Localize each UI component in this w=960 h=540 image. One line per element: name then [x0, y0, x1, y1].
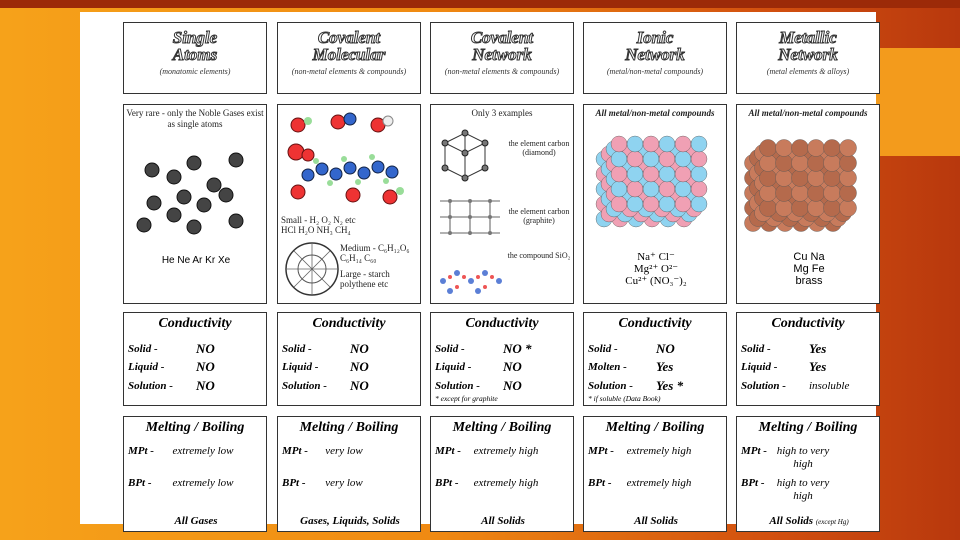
header-single-atoms: [123, 22, 267, 94]
state-summary: Gases, Liquids, Solids: [300, 515, 400, 527]
header-metallic-network: [736, 22, 880, 94]
large-molecules-label: Large - starch polythene etc: [340, 269, 390, 289]
lattice-particle: [840, 200, 857, 217]
lattice-particle: [792, 200, 809, 217]
bpt-label: BPt -: [588, 477, 612, 489]
liquid-value: Yes: [809, 359, 827, 374]
lattice-particle: [824, 155, 841, 172]
lattice-particle: [691, 196, 707, 212]
small-molecules-label: Small - H₂ O₂ N₂ etc HCl H₂O NH₃ CH₄: [281, 215, 356, 235]
bonding-chart-sheet: [80, 12, 876, 527]
header-title: Single Atoms: [172, 28, 218, 64]
bpt-value: extremely low: [172, 477, 234, 489]
solution-label: Solution -: [435, 380, 480, 392]
lattice-particle: [776, 170, 793, 187]
lattice-particle: [691, 166, 707, 182]
lattice-particle: [643, 166, 659, 182]
conductivity-single-atoms: [123, 312, 267, 406]
lattice-particle: [760, 185, 777, 202]
header-subtitle: (non-metal elements & compounds): [444, 67, 560, 76]
silica-structure-illustration: [435, 251, 505, 299]
lattice-particle: [760, 140, 777, 157]
silica-label: the compound SiO₂: [507, 251, 571, 260]
melting-title: Melting / Boiling: [452, 420, 552, 435]
lattice-particle: [792, 140, 809, 157]
noble-gas-formulas: He Ne Ar Kr Xe: [161, 255, 231, 266]
lattice-particle: [643, 181, 659, 197]
lattice-particle: [643, 196, 659, 212]
description-text: All metal/non-metal compounds: [595, 108, 715, 118]
header-covalent-molecular: [277, 22, 421, 94]
solution-value: NO: [503, 378, 522, 393]
lattice-particle: [840, 170, 857, 187]
solution-value: NO: [350, 378, 369, 393]
conductivity-covalent-molecular: [277, 312, 421, 406]
lattice-particle: [675, 151, 691, 167]
solid-label: Solid -: [588, 343, 618, 355]
picture-ionic-network: [583, 104, 727, 304]
lattice-particle: [659, 136, 675, 152]
state-summary: All Solids: [634, 515, 678, 527]
lattice-particle: [659, 166, 675, 182]
mpt-label: MPt -: [282, 445, 308, 457]
header-subtitle: (metal elements & alloys): [766, 67, 850, 76]
melting-title: Melting / Boiling: [145, 420, 245, 435]
solid-value: NO: [196, 341, 215, 356]
liquid-label: Liquid -: [741, 361, 778, 373]
lattice-particle: [611, 196, 627, 212]
molten-value: Yes: [656, 359, 674, 374]
header-title: Covalent Molecular: [312, 28, 386, 64]
solid-label: Solid -: [282, 343, 312, 355]
mpt-label: MPt -: [741, 445, 767, 457]
lattice-particle: [611, 151, 627, 167]
lattice-particle: [691, 136, 707, 152]
conductivity-title: Conductivity: [158, 316, 232, 331]
noble-gas-atoms-illustration: [124, 145, 264, 265]
liquid-label: Liquid -: [435, 361, 472, 373]
melting-single-atoms: [123, 416, 267, 532]
bpt-label: BPt -: [435, 477, 459, 489]
header-title: Metallic Network: [778, 28, 838, 64]
bpt-label: BPt -: [282, 477, 306, 489]
lattice-particle: [691, 151, 707, 167]
lattice-particle: [808, 140, 825, 157]
solid-value: NO: [656, 341, 675, 356]
liquid-label: Liquid -: [282, 361, 319, 373]
lattice-particle: [760, 155, 777, 172]
lattice-particle: [611, 181, 627, 197]
solid-value: NO: [350, 341, 369, 356]
solid-value: NO *: [503, 341, 532, 356]
mpt-label: MPt -: [588, 445, 614, 457]
solution-label: Solution -: [282, 380, 327, 392]
medium-molecules-label: Medium - C₆H₁₂O₆ C₆H₁₄ C₆₀: [340, 243, 410, 263]
header-subtitle: (non-metal elements & compounds): [291, 67, 407, 76]
solid-label: Solid -: [435, 343, 465, 355]
conductivity-title: Conductivity: [312, 316, 386, 331]
mpt-value: extremely high: [626, 445, 692, 457]
lattice-particle: [792, 170, 809, 187]
lattice-particle: [776, 200, 793, 217]
bpt-value: extremely high: [626, 477, 692, 489]
solid-label: Solid -: [128, 343, 158, 355]
melting-title: Melting / Boiling: [299, 420, 399, 435]
conductivity-title: Conductivity: [618, 316, 692, 331]
lattice-particle: [659, 196, 675, 212]
description-text: Very rare - only the Noble Gases exist as single atoms: [126, 108, 264, 129]
top-accent-bar: [0, 0, 960, 8]
small-molecules-illustration: [278, 107, 418, 217]
header-title: Ionic Network: [625, 28, 685, 64]
lattice-particle: [691, 181, 707, 197]
lattice-particle: [776, 155, 793, 172]
lattice-particle: [840, 185, 857, 202]
lattice-particle: [760, 200, 777, 217]
lattice-particle: [611, 166, 627, 182]
melting-title: Melting / Boiling: [758, 420, 858, 435]
bpt-value: very low: [325, 477, 363, 489]
header-subtitle: (monatomic elements): [159, 67, 231, 76]
header-covalent-network: [430, 22, 574, 94]
lattice-particle: [824, 200, 841, 217]
liquid-value: NO: [350, 359, 369, 374]
lattice-particle: [792, 185, 809, 202]
solution-label: Solution -: [741, 380, 786, 392]
conductivity-title: Conductivity: [771, 316, 845, 331]
conductivity-metallic-network: [736, 312, 880, 406]
solution-value: NO: [196, 378, 215, 393]
lattice-particle: [792, 155, 809, 172]
solution-label: Solution -: [128, 380, 173, 392]
lattice-particle: [840, 140, 857, 157]
molten-label: Molten -: [588, 361, 627, 373]
state-summary: All Solids: [481, 515, 525, 527]
state-summary: All Gases: [174, 515, 218, 527]
graphite-structure-illustration: [435, 193, 505, 243]
liquid-label: Liquid -: [128, 361, 165, 373]
lattice-particle: [659, 151, 675, 167]
buckyball-illustration: [282, 239, 342, 299]
melting-covalent-network: [430, 416, 574, 532]
liquid-value: NO: [196, 359, 215, 374]
state-summary: All Solids (except Hg): [769, 515, 849, 527]
conductivity-ionic-network: [583, 312, 727, 406]
header-ionic-network: [583, 22, 727, 94]
melting-title: Melting / Boiling: [605, 420, 705, 435]
lattice-particle: [824, 185, 841, 202]
lattice-particle: [808, 185, 825, 202]
solution-label: Solution -: [588, 380, 633, 392]
lattice-particle: [611, 136, 627, 152]
lattice-particle: [824, 170, 841, 187]
description-text: Only 3 examples: [471, 108, 533, 118]
conductivity-title: Conductivity: [465, 316, 539, 331]
lattice-particle: [824, 140, 841, 157]
lattice-particle: [840, 155, 857, 172]
lattice-particle: [675, 196, 691, 212]
description-text: All metal/non-metal compounds: [748, 108, 868, 118]
conductivity-footnote: * except for graphite: [435, 394, 498, 403]
lattice-particle: [808, 155, 825, 172]
diamond-structure-illustration: [435, 123, 505, 185]
lattice-particle: [675, 181, 691, 197]
lattice-particle: [643, 151, 659, 167]
lattice-particle: [776, 140, 793, 157]
conductivity-covalent-network: [430, 312, 574, 406]
conductivity-footnote: * if soluble (Data Book): [588, 394, 661, 403]
melting-covalent-molecular: [277, 416, 421, 532]
header-title: Covalent Network: [470, 28, 534, 64]
solid-label: Solid -: [741, 343, 771, 355]
lattice-particle: [627, 181, 643, 197]
bpt-value: high to very high: [776, 477, 830, 502]
lattice-particle: [627, 136, 643, 152]
picture-metallic-network: [736, 104, 880, 304]
lattice-particle: [808, 200, 825, 217]
lattice-particle: [675, 136, 691, 152]
picture-single-atoms: [123, 104, 267, 304]
mpt-label: MPt -: [435, 445, 461, 457]
lattice-particle: [659, 181, 675, 197]
melting-ionic-network: [583, 416, 727, 532]
lattice-particle: [760, 170, 777, 187]
solution-value: Yes *: [656, 378, 684, 393]
lattice-particle: [627, 151, 643, 167]
solid-value: Yes: [809, 341, 827, 356]
mpt-label: MPt -: [128, 445, 154, 457]
side-accent-band: [876, 48, 960, 156]
mpt-value: very low: [325, 445, 363, 457]
lattice-particle: [675, 166, 691, 182]
solution-value: insoluble: [809, 380, 850, 392]
ionic-formulas: Na⁺ Cl⁻ Mg²⁺ O²⁻ Cu²⁺ (NO₃⁻)₂: [625, 251, 687, 287]
picture-covalent-network: [430, 104, 574, 304]
mpt-value: high to very high: [776, 445, 830, 470]
bpt-label: BPt -: [128, 477, 152, 489]
mpt-value: extremely high: [473, 445, 539, 457]
melting-metallic-network: [736, 416, 880, 532]
lattice-particle: [643, 136, 659, 152]
metal-lattice-illustration: [743, 139, 867, 239]
picture-covalent-molecular: [277, 104, 421, 304]
lattice-particle: [627, 196, 643, 212]
ionic-lattice-illustration: [594, 135, 718, 235]
lattice-particle: [627, 166, 643, 182]
liquid-value: NO: [503, 359, 522, 374]
mpt-value: extremely low: [172, 445, 234, 457]
lattice-particle: [808, 170, 825, 187]
bpt-value: extremely high: [473, 477, 539, 489]
bpt-label: BPt -: [741, 477, 765, 489]
lattice-particle: [776, 185, 793, 202]
diamond-label: the element carbon (diamond): [508, 139, 570, 157]
graphite-label: the element carbon (graphite): [508, 207, 570, 225]
header-subtitle: (metal/non-metal compounds): [606, 67, 704, 76]
metal-formulas: Cu Na Mg Fe brass: [793, 251, 825, 287]
